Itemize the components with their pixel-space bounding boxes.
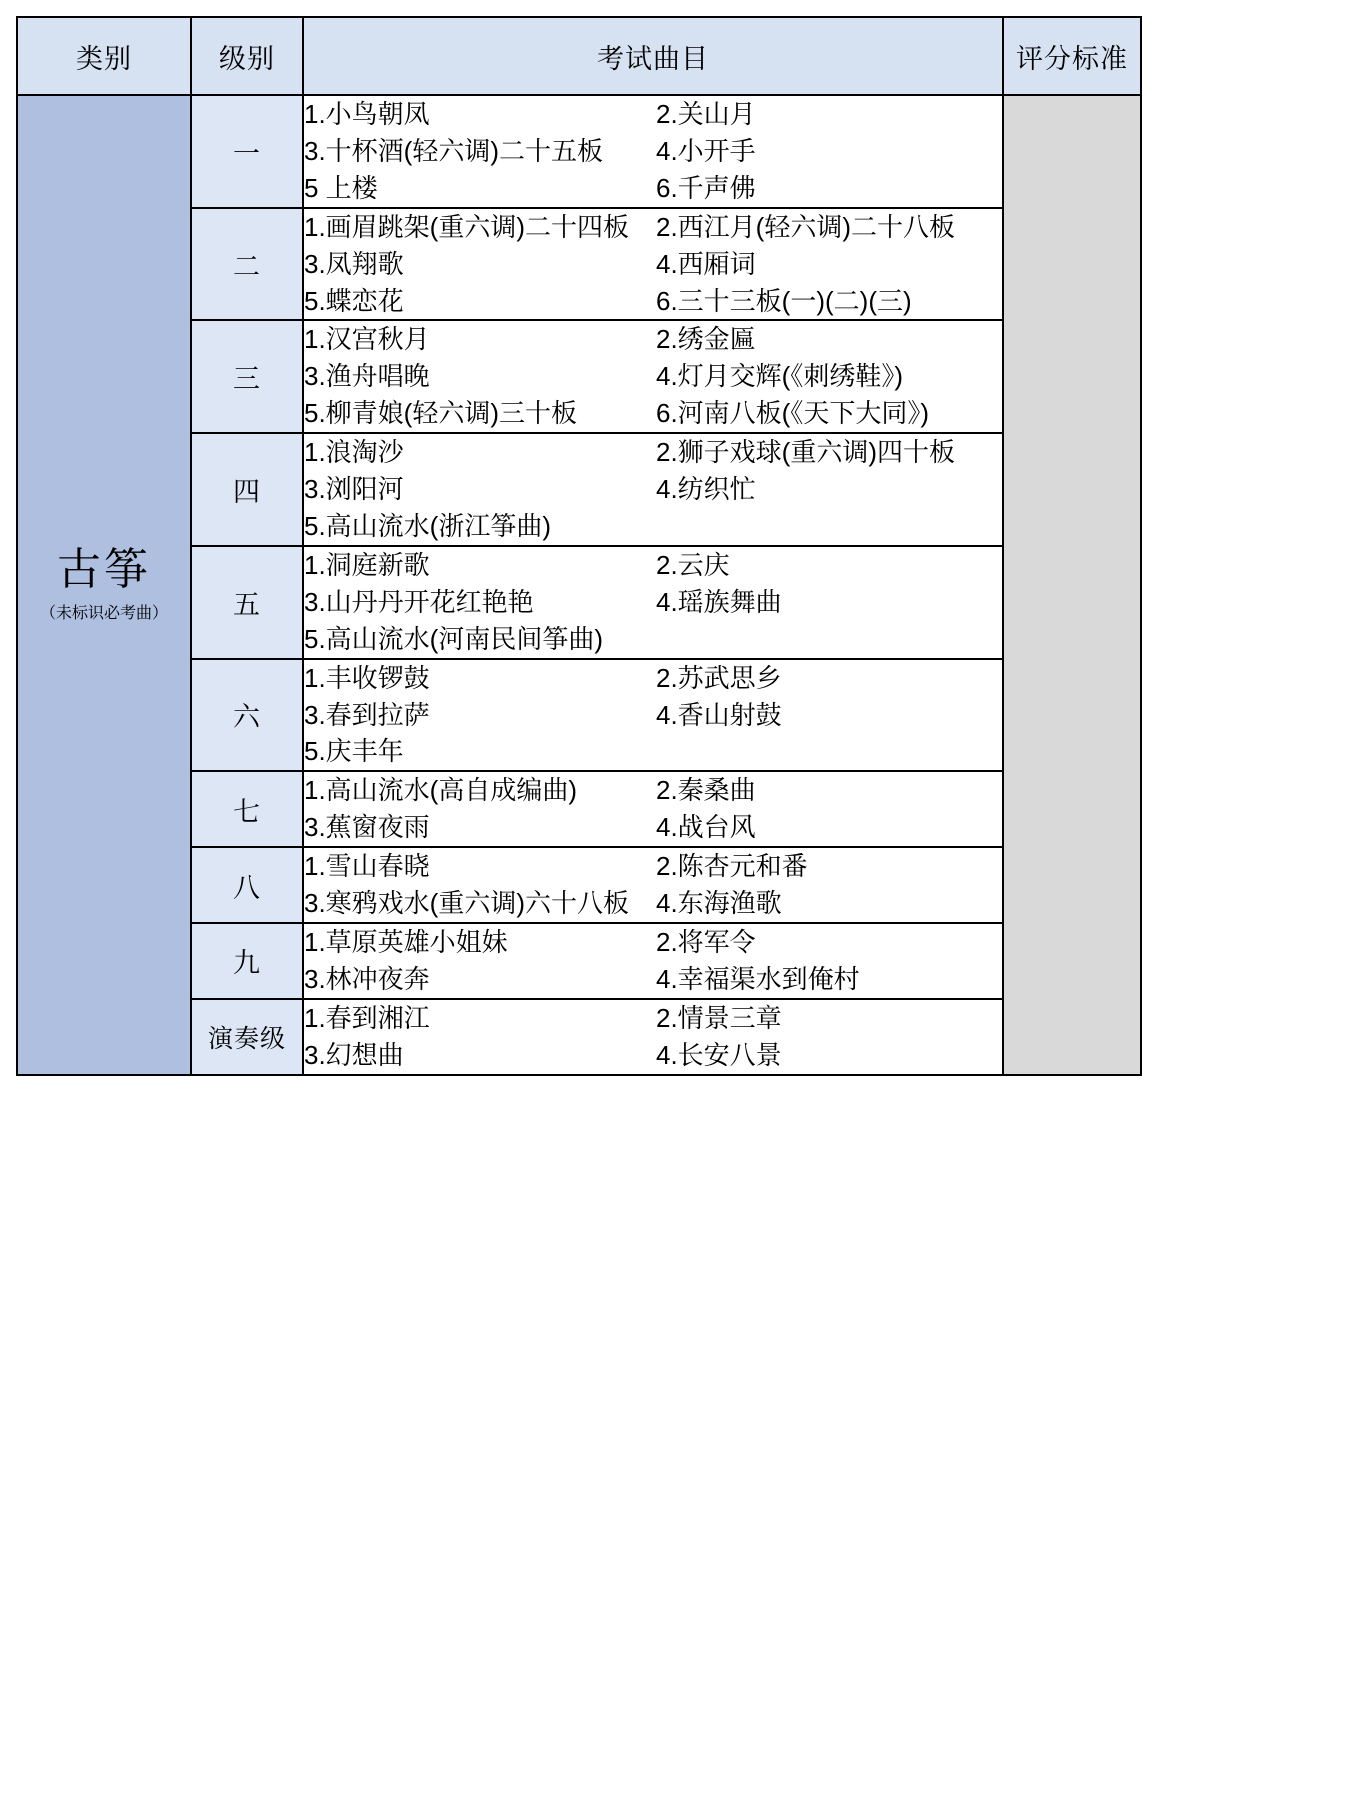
repertoire-item: 5 上楼 [304,172,378,203]
repertoire-item: 3.寒鸦戏水(重六调)六十八板 [304,888,630,919]
repertoire-line [304,584,1002,621]
repertoire-item: 3.林冲夜奔 [304,963,430,994]
header-category: 类别 [17,17,191,95]
header-scoring: 评分标准 [1003,17,1141,95]
repertoire-item: 2.云庆 [656,549,730,580]
repertoire-item: 2.狮子戏球(重六调)四十板 [656,437,956,468]
repertoire-item: 6.河南八板(《天下大同》) [656,398,930,429]
repertoire-cell-9 [303,923,1003,999]
repertoire-item: 1.小鸟朝凤 [304,99,430,129]
repertoire-item: 1.春到湘江 [304,1002,430,1033]
repertoire-item: 4.战台风 [656,812,756,843]
repertoire-line [304,96,1002,133]
repertoire-item: 4.纺织忙 [656,474,756,505]
repertoire-item: 3.山丹丹开花红艳艳 [304,586,534,617]
repertoire-cell-4 [303,433,1003,546]
repertoire-line [304,133,1002,170]
repertoire-item [656,621,1002,658]
repertoire-cell-2 [303,208,1003,321]
repertoire-item: 4.香山射鼓 [656,699,782,730]
header-level: 级别 [191,17,303,95]
repertoire-line [304,961,1002,998]
repertoire-line [304,209,1002,246]
repertoire-line [304,246,1002,283]
repertoire-line [304,547,1002,584]
repertoire-item: 1.草原英雄小姐妹 [304,926,508,957]
repertoire-item: 2.情景三章 [656,1002,782,1033]
repertoire-item: 2.关山月 [656,99,756,129]
repertoire-item: 2.陈杏元和番 [656,851,808,882]
repertoire-item: 3.十杯酒(轻六调)二十五板 [304,135,604,166]
repertoire-item: 5.蝶恋花 [304,285,404,316]
repertoire-item: 4.东海渔歌 [656,888,782,919]
repertoire-cell-10 [303,999,1003,1075]
repertoire-item: 3.凤翔歌 [304,248,404,279]
repertoire-line [304,471,1002,508]
level-cell-9: 九 [191,923,303,999]
repertoire-item: 2.秦桑曲 [656,775,756,806]
repertoire-item: 2.绣金匾 [656,324,756,355]
repertoire-item: 4.西厢词 [656,248,756,279]
repertoire-item: 6.三十三板(一)(二)(三) [656,285,912,316]
level-cell-7: 七 [191,771,303,847]
level-cell-2: 二 [191,208,303,321]
repertoire-item: 1.画眉跳架(重六调)二十四板 [304,211,630,242]
repertoire-item: 6.千声佛 [656,172,756,203]
repertoire-item: 2.西江月(轻六调)二十八板 [656,211,956,242]
level-cell-6: 六 [191,659,303,772]
repertoire-item: 4.幸福渠水到俺村 [656,963,860,994]
repertoire-cell-8 [303,847,1003,923]
repertoire-item: 3.浏阳河 [304,474,404,505]
category-name: 古筝 [57,545,151,595]
repertoire-item: 1.汉宫秋月 [304,324,430,355]
level-cell-10: 演奏级 [191,999,303,1075]
repertoire-item: 1.高山流水(高自成编曲) [304,775,578,806]
repertoire-line [304,508,1002,545]
repertoire-line [304,924,1002,961]
repertoire-line [304,170,1002,207]
repertoire-item: 1.浪淘沙 [304,437,404,468]
repertoire-line [304,395,1002,432]
header-repertoire: 考试曲目 [303,17,1003,95]
level-cell-5: 五 [191,546,303,659]
repertoire-cell-7 [303,771,1003,847]
level-cell-8: 八 [191,847,303,923]
repertoire-item: 3.渔舟唱晚 [304,361,430,392]
repertoire-line [304,772,1002,809]
repertoire-cell-5 [303,546,1003,659]
repertoire-line [304,1037,1002,1074]
repertoire-line [304,733,1002,770]
table-body [17,95,1141,1075]
repertoire-item: 2.将军令 [656,926,756,957]
repertoire-item: 1.雪山春晓 [304,851,430,882]
repertoire-line [304,283,1002,320]
repertoire-line [304,848,1002,885]
level-cell-3: 三 [191,320,303,433]
repertoire-line [304,885,1002,922]
repertoire-line [304,660,1002,697]
repertoire-line [304,358,1002,395]
repertoire-item: 5.高山流水(河南民间筝曲) [304,623,604,654]
table-row [17,95,1141,208]
repertoire-cell-3 [303,320,1003,433]
repertoire-item: 3.蕉窗夜雨 [304,812,430,843]
repertoire-item: 5.庆丰年 [304,736,404,767]
repertoire-item: 4.瑶族舞曲 [656,586,782,617]
scoring-criteria-cell [1003,95,1141,1075]
repertoire-table [16,16,1142,1076]
repertoire-line [304,621,1002,658]
repertoire-item: 5.高山流水(浙江筝曲) [304,510,552,541]
level-cell-1: 一 [191,95,303,208]
category-note: （未标识必考曲） [39,605,168,623]
repertoire-cell-6 [303,659,1003,772]
repertoire-item [656,733,1002,770]
repertoire-item: 5.柳青娘(轻六调)三十板 [304,398,578,429]
repertoire-item [656,508,1002,545]
repertoire-item: 3.幻想曲 [304,1039,404,1070]
repertoire-item: 4.小开手 [656,135,756,166]
repertoire-item: 3.春到拉萨 [304,699,430,730]
category-cell [17,95,191,1075]
repertoire-line [304,1000,1002,1037]
repertoire-item: 2.苏武思乡 [656,662,782,693]
repertoire-item: 4.灯月交辉(《刺绣鞋》) [656,361,904,392]
level-cell-4: 四 [191,433,303,546]
repertoire-item: 4.长安八景 [656,1039,782,1070]
repertoire-item: 1.洞庭新歌 [304,549,430,580]
repertoire-line [304,697,1002,734]
repertoire-line [304,321,1002,358]
repertoire-item: 1.丰收锣鼓 [304,662,430,693]
header-row [17,17,1141,95]
repertoire-line [304,809,1002,846]
repertoire-cell-1 [303,95,1003,208]
repertoire-line [304,434,1002,471]
table-header [17,17,1141,95]
